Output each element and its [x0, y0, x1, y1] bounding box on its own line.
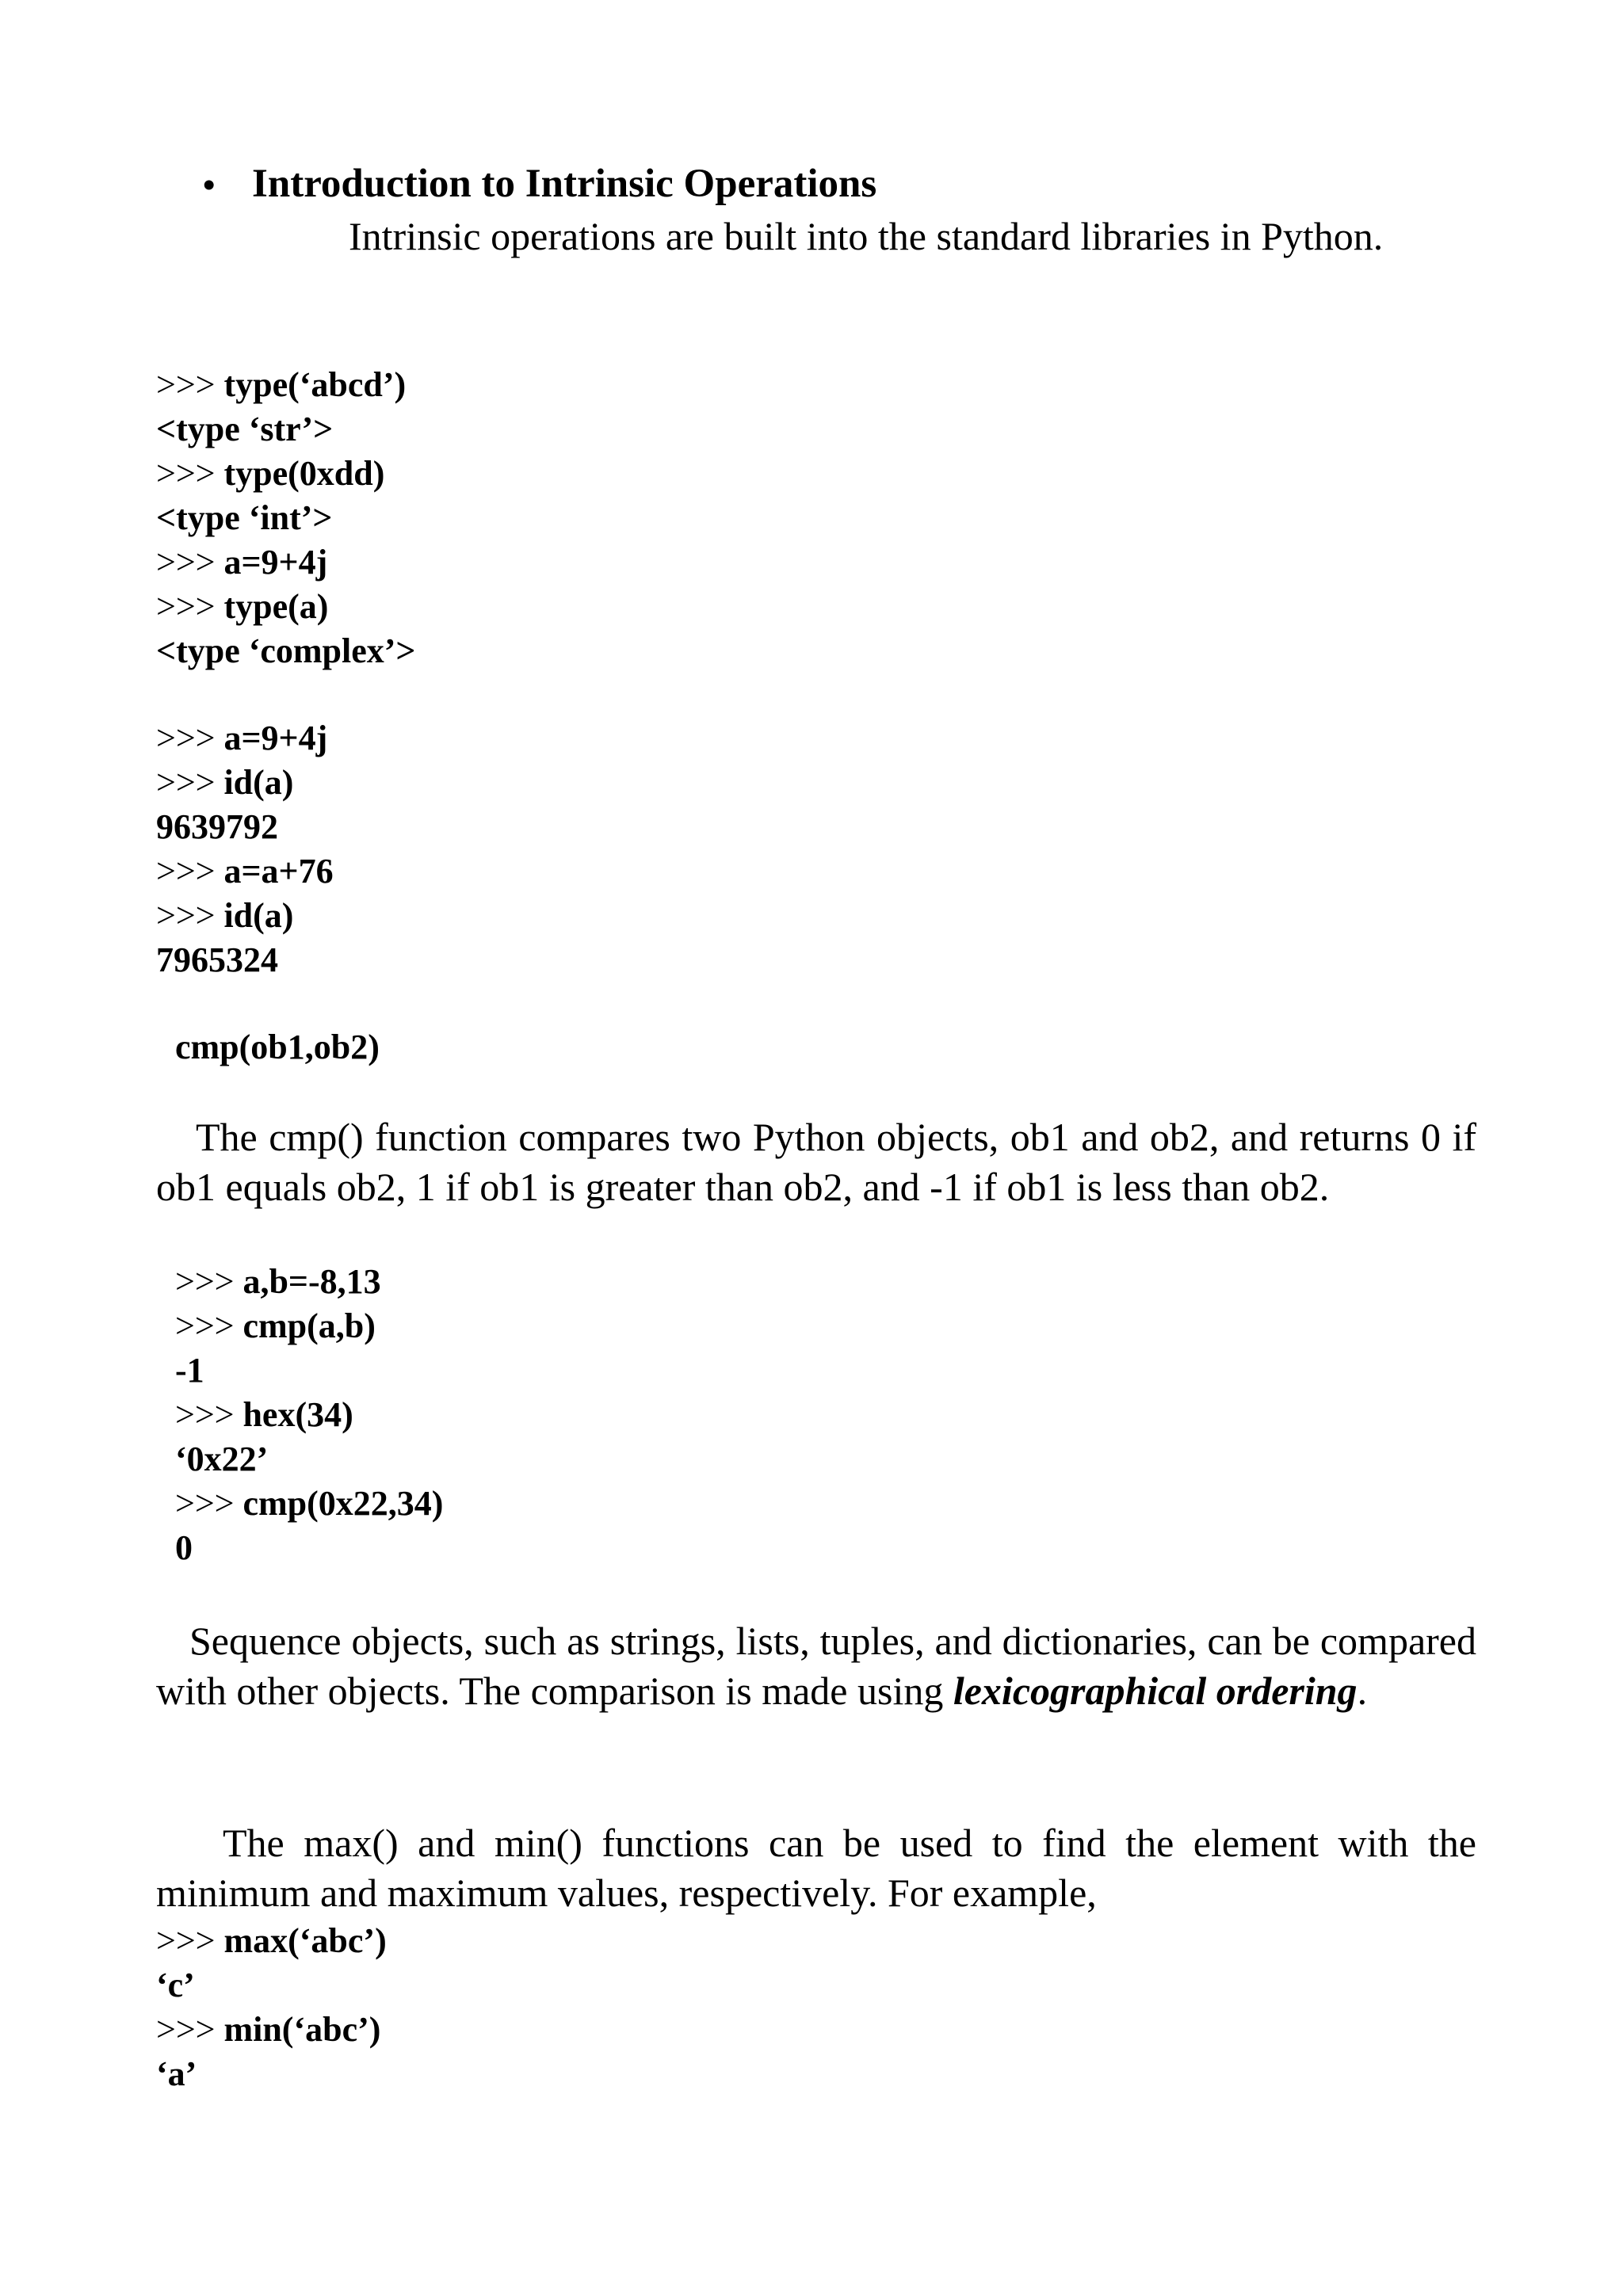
code-command: id(a) [223, 896, 294, 935]
code-line [175, 1260, 443, 1304]
code-prompt: >>> [156, 896, 224, 935]
code-block-cmp [175, 1260, 443, 1570]
code-line [156, 805, 334, 849]
code-command: max(‘abc’) [223, 1921, 387, 1960]
cmp-heading: cmp(ob1,ob2) [175, 1028, 380, 1066]
code-line [156, 938, 334, 982]
code-line [175, 1482, 443, 1526]
code-command: min(‘abc’) [223, 2010, 381, 2049]
code-command: a=a+76 [223, 852, 334, 891]
code-prompt: >>> [156, 1921, 224, 1960]
code-block-type [156, 363, 416, 673]
code-line [156, 716, 334, 761]
code-prompt: >>> [156, 587, 224, 626]
code-prompt: >>> [156, 763, 224, 802]
code-output: ‘c’ [156, 1966, 195, 2004]
code-command: hex(34) [242, 1395, 353, 1434]
code-output: 7965324 [156, 940, 278, 979]
code-command: type(a) [223, 587, 329, 626]
bullet-icon: • [203, 166, 216, 204]
code-line [156, 761, 334, 805]
code-output: ‘a’ [156, 2054, 197, 2093]
code-prompt: >>> [175, 1484, 243, 1523]
code-command: cmp(a,b) [242, 1306, 376, 1345]
code-line [175, 1348, 443, 1393]
intro-paragraph: Intrinsic operations are built into the standard libraries in Python. [349, 214, 1384, 258]
code-line [156, 585, 416, 629]
sequence-paragraph [156, 1616, 1476, 1716]
code-output: 0 [175, 1528, 193, 1567]
code-prompt: >>> [156, 2010, 224, 2049]
code-prompt: >>> [175, 1395, 243, 1434]
code-line [156, 629, 416, 673]
section-heading-title: Introduction to Intrinsic Operations [252, 162, 877, 206]
code-output: <type ‘complex’> [156, 631, 416, 670]
code-prompt: >>> [156, 852, 224, 891]
code-line [156, 363, 416, 407]
code-line [156, 2008, 387, 2052]
code-block-id [156, 716, 334, 982]
code-command: type(0xdd) [223, 454, 385, 493]
sequence-paragraph-end: . [1357, 1669, 1368, 1713]
code-prompt: >>> [156, 543, 224, 582]
code-line [156, 540, 416, 585]
code-line [175, 1304, 443, 1348]
code-output: <type ‘int’> [156, 498, 333, 537]
code-command: a=9+4j [223, 543, 328, 582]
code-line [156, 1919, 387, 1963]
code-line [156, 1963, 387, 2008]
code-prompt: >>> [175, 1262, 243, 1301]
code-line [175, 1437, 443, 1482]
code-prompt: >>> [156, 365, 224, 404]
code-line [156, 496, 416, 540]
code-line [156, 407, 416, 452]
code-prompt: >>> [156, 454, 224, 493]
code-line [175, 1526, 443, 1570]
code-command: a=9+4j [223, 719, 328, 757]
code-prompt: >>> [175, 1306, 243, 1345]
code-output: <type ‘str’> [156, 410, 334, 448]
section-heading [203, 158, 876, 211]
code-line [156, 452, 416, 496]
code-command: a,b=-8,13 [242, 1262, 381, 1301]
sequence-paragraph-text: Sequence objects, such as strings, lists, tuples, and dictionaries, can be compared with other objects. The comparison is made using [156, 1619, 1476, 1713]
maxmin-paragraph: The max() and min() functions can be used to find the element with the minimum and maximum values, respectively. For example, [156, 1821, 1476, 1915]
code-line [156, 2052, 387, 2096]
code-line [156, 849, 334, 894]
code-prompt: >>> [156, 719, 224, 757]
code-output: -1 [175, 1351, 204, 1390]
code-line [175, 1393, 443, 1437]
code-command: id(a) [223, 763, 294, 802]
code-command: cmp(0x22,34) [242, 1484, 444, 1523]
code-block-maxmin [156, 1919, 387, 2096]
code-line [156, 894, 334, 938]
code-output: ‘0x22’ [175, 1440, 269, 1478]
code-command: type(‘abcd’) [223, 365, 407, 404]
cmp-paragraph: The cmp() function compares two Python objects, ob1 and ob2, and returns 0 if ob1 equals ob2, 1 if ob1 is greater than ob2, and -1 if ob1 is less than ob2. [156, 1115, 1476, 1209]
lexicographical-ordering-emphasis: lexicographical ordering [953, 1669, 1358, 1713]
code-output: 9639792 [156, 807, 278, 846]
